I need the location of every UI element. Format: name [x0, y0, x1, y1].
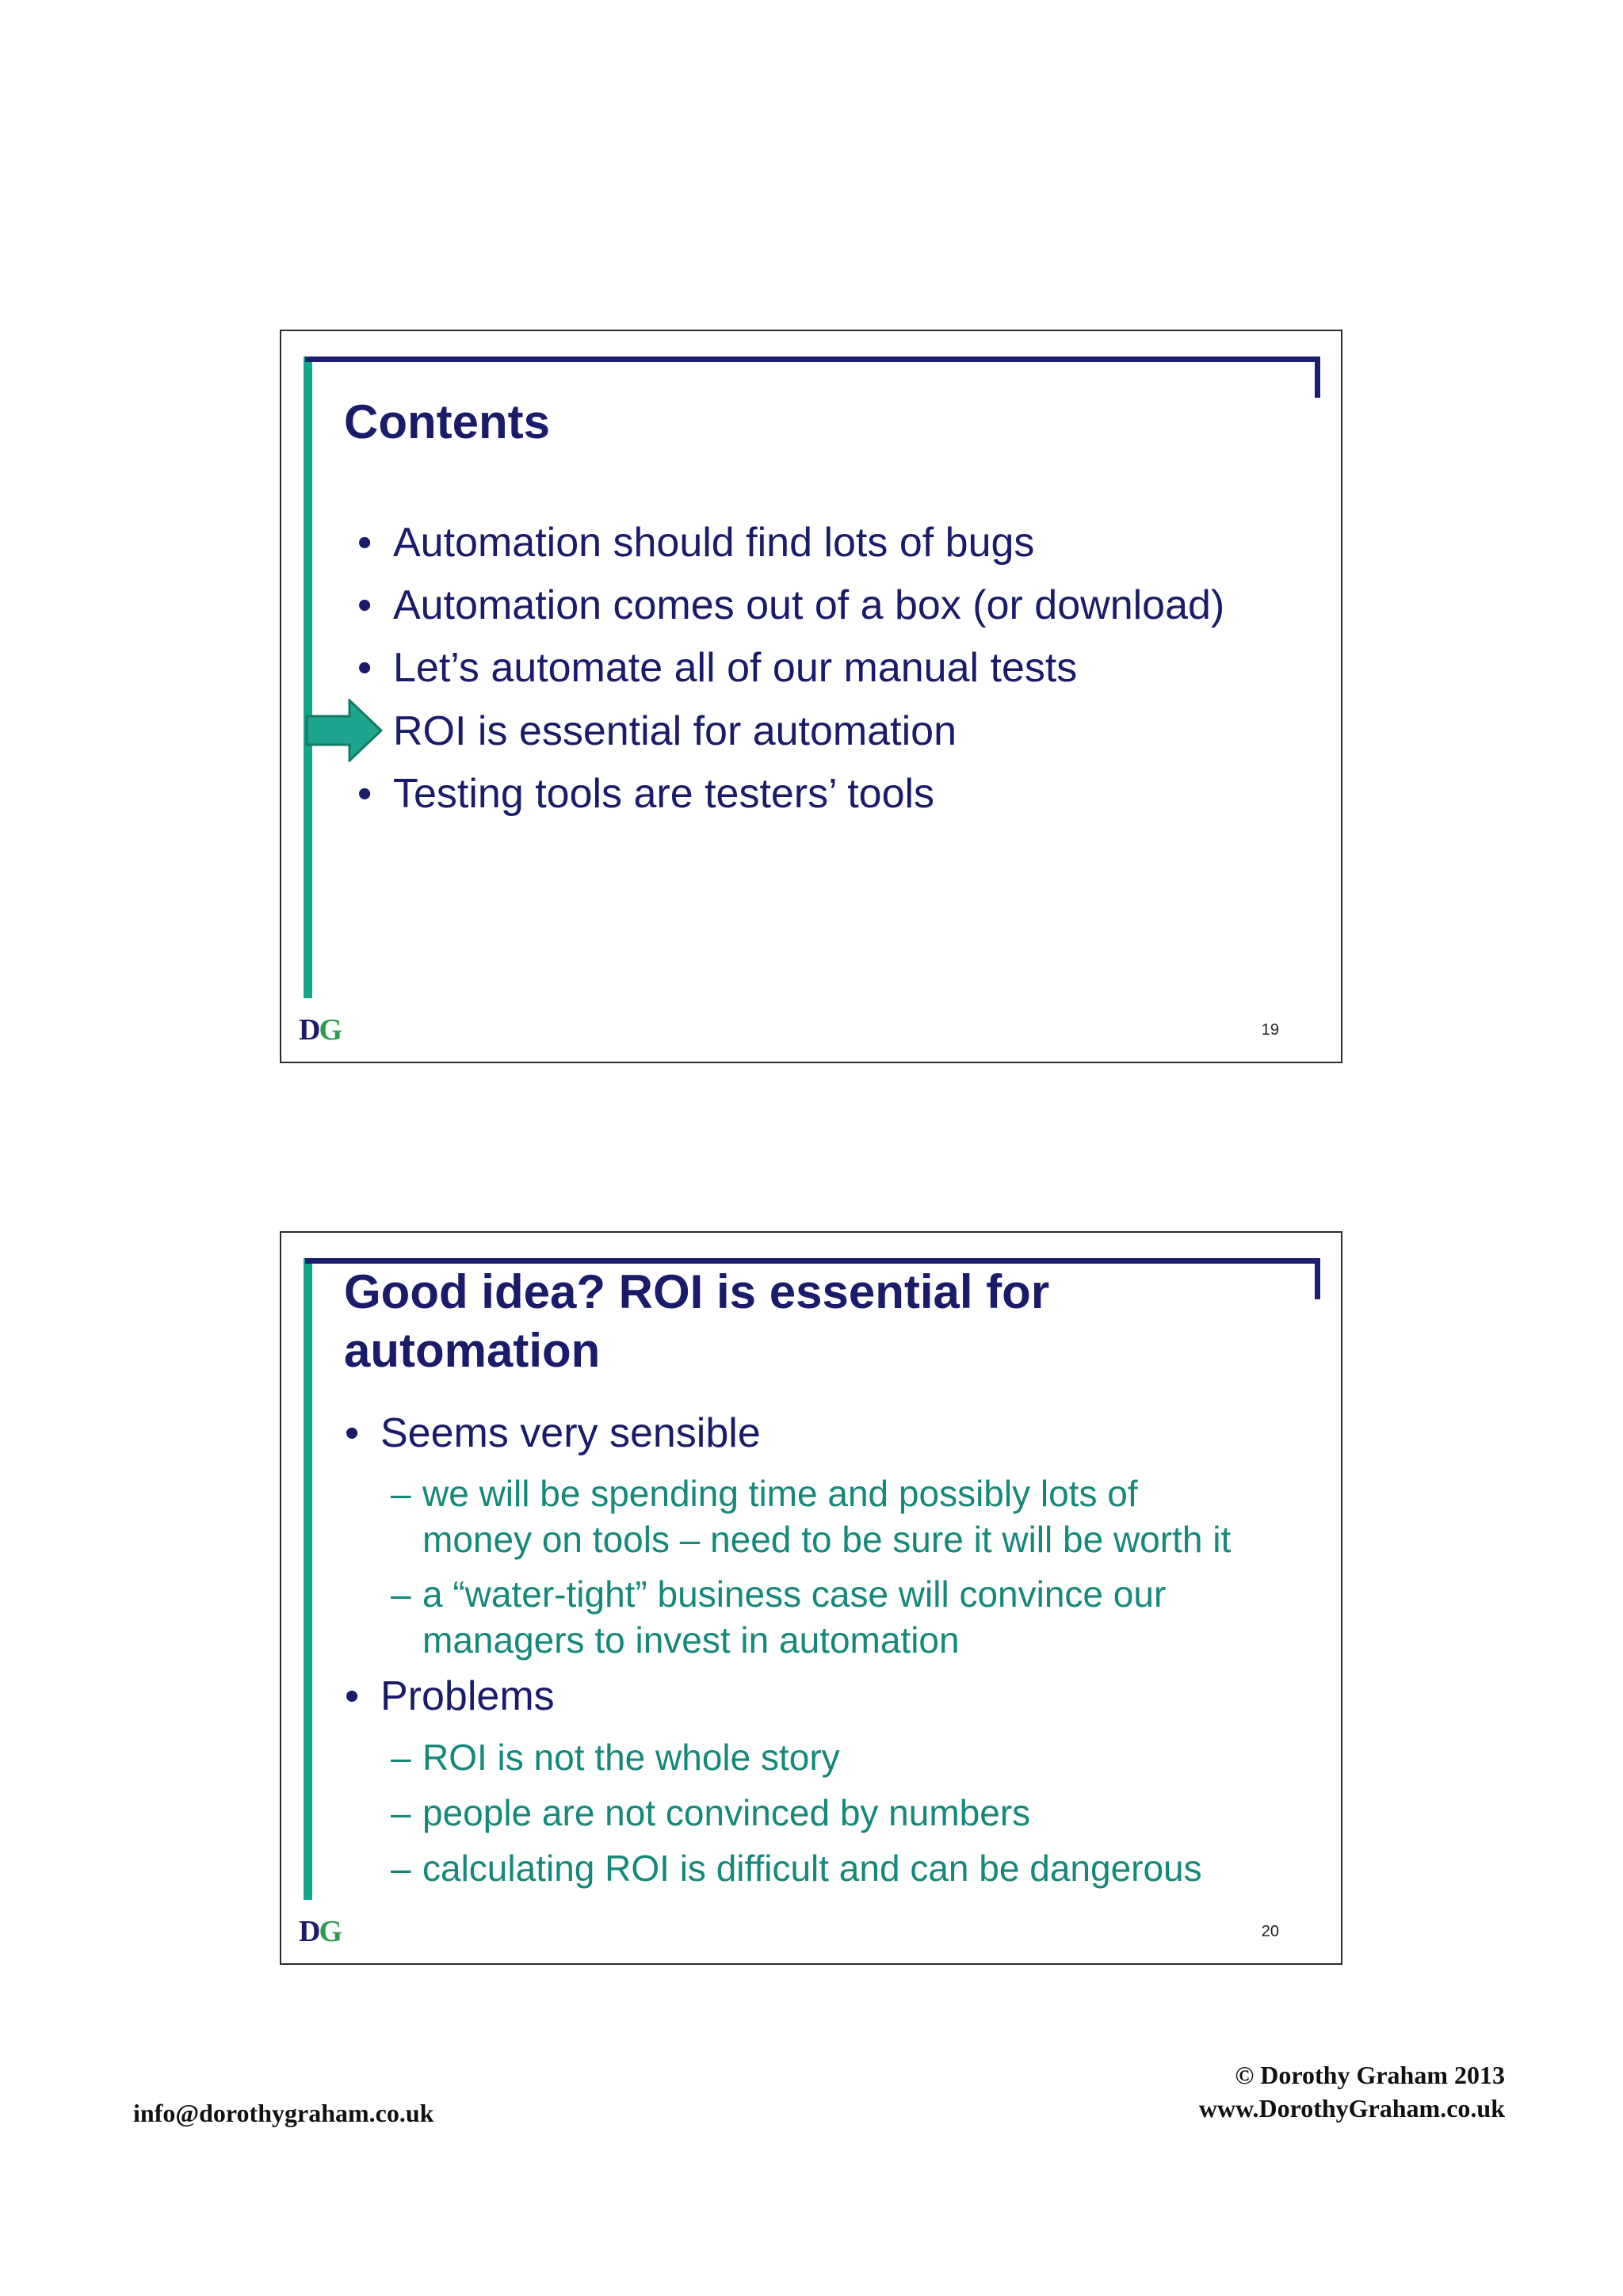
- accent-rule-tick: [1315, 357, 1320, 398]
- current-item-arrow-icon: [305, 699, 384, 762]
- footer-copyright: © Dorothy Graham 2013: [1235, 2061, 1505, 2089]
- dash-icon: –: [391, 1737, 411, 1778]
- footer-website: www.DorothyGraham.co.uk: [1198, 2094, 1505, 2122]
- page-number: 20: [1261, 1923, 1279, 1940]
- contents-item: • Automation comes out of a box (or download): [393, 579, 1224, 631]
- slide-20: [280, 1231, 1342, 1965]
- bullet-icon: •: [357, 582, 372, 628]
- sub-bullet-item: – we will be spending time and possibly lots of money on tools – need to be sure it will be worth it: [422, 1470, 1231, 1562]
- accent-bar-vertical: [304, 1258, 312, 1900]
- contents-item: • Let’s automate all of our manual tests: [393, 642, 1077, 694]
- bullet-item: • Seems very sensible: [380, 1407, 761, 1459]
- contents-item: • Automation should find lots of bugs: [393, 517, 1034, 569]
- sub-bullet-item: – people are not convinced by numbers: [422, 1790, 1030, 1836]
- accent-rule-tick: [1315, 1258, 1320, 1299]
- bullet-icon: •: [357, 645, 372, 691]
- accent-bar-vertical: [304, 357, 312, 998]
- contents-item: • Testing tools are testers’ tools: [393, 768, 934, 820]
- bullet-icon: •: [345, 1410, 360, 1456]
- dash-icon: –: [391, 1848, 411, 1889]
- footer-email: info@dorothygraham.co.uk: [133, 2099, 434, 2127]
- slide-title: Contents: [344, 395, 550, 448]
- dash-icon: –: [391, 1573, 411, 1615]
- bullet-icon: •: [357, 771, 372, 817]
- contents-item-current: ROI is essential for automation: [393, 708, 957, 754]
- bullet-icon: •: [357, 520, 372, 566]
- slide-19: [280, 330, 1342, 1063]
- dash-icon: –: [391, 1473, 411, 1514]
- bullet-item: • Problems: [380, 1670, 555, 1722]
- sub-bullet-item: – a “water-tight” business case will convince our managers to invest in automation: [422, 1571, 1166, 1663]
- dg-logo: DG: [299, 1915, 342, 1948]
- sub-bullet-item: – calculating ROI is difficult and can be dangerous: [422, 1845, 1202, 1891]
- dash-icon: –: [391, 1792, 411, 1833]
- slide-title: Good idea? ROI is essential for automation: [344, 1265, 1050, 1377]
- bullet-icon: •: [345, 1673, 360, 1719]
- dg-logo: DG: [299, 1013, 342, 1047]
- sub-bullet-item: – ROI is not the whole story: [422, 1734, 840, 1780]
- page-number: 19: [1261, 1021, 1279, 1039]
- accent-rule-top: [305, 357, 1320, 362]
